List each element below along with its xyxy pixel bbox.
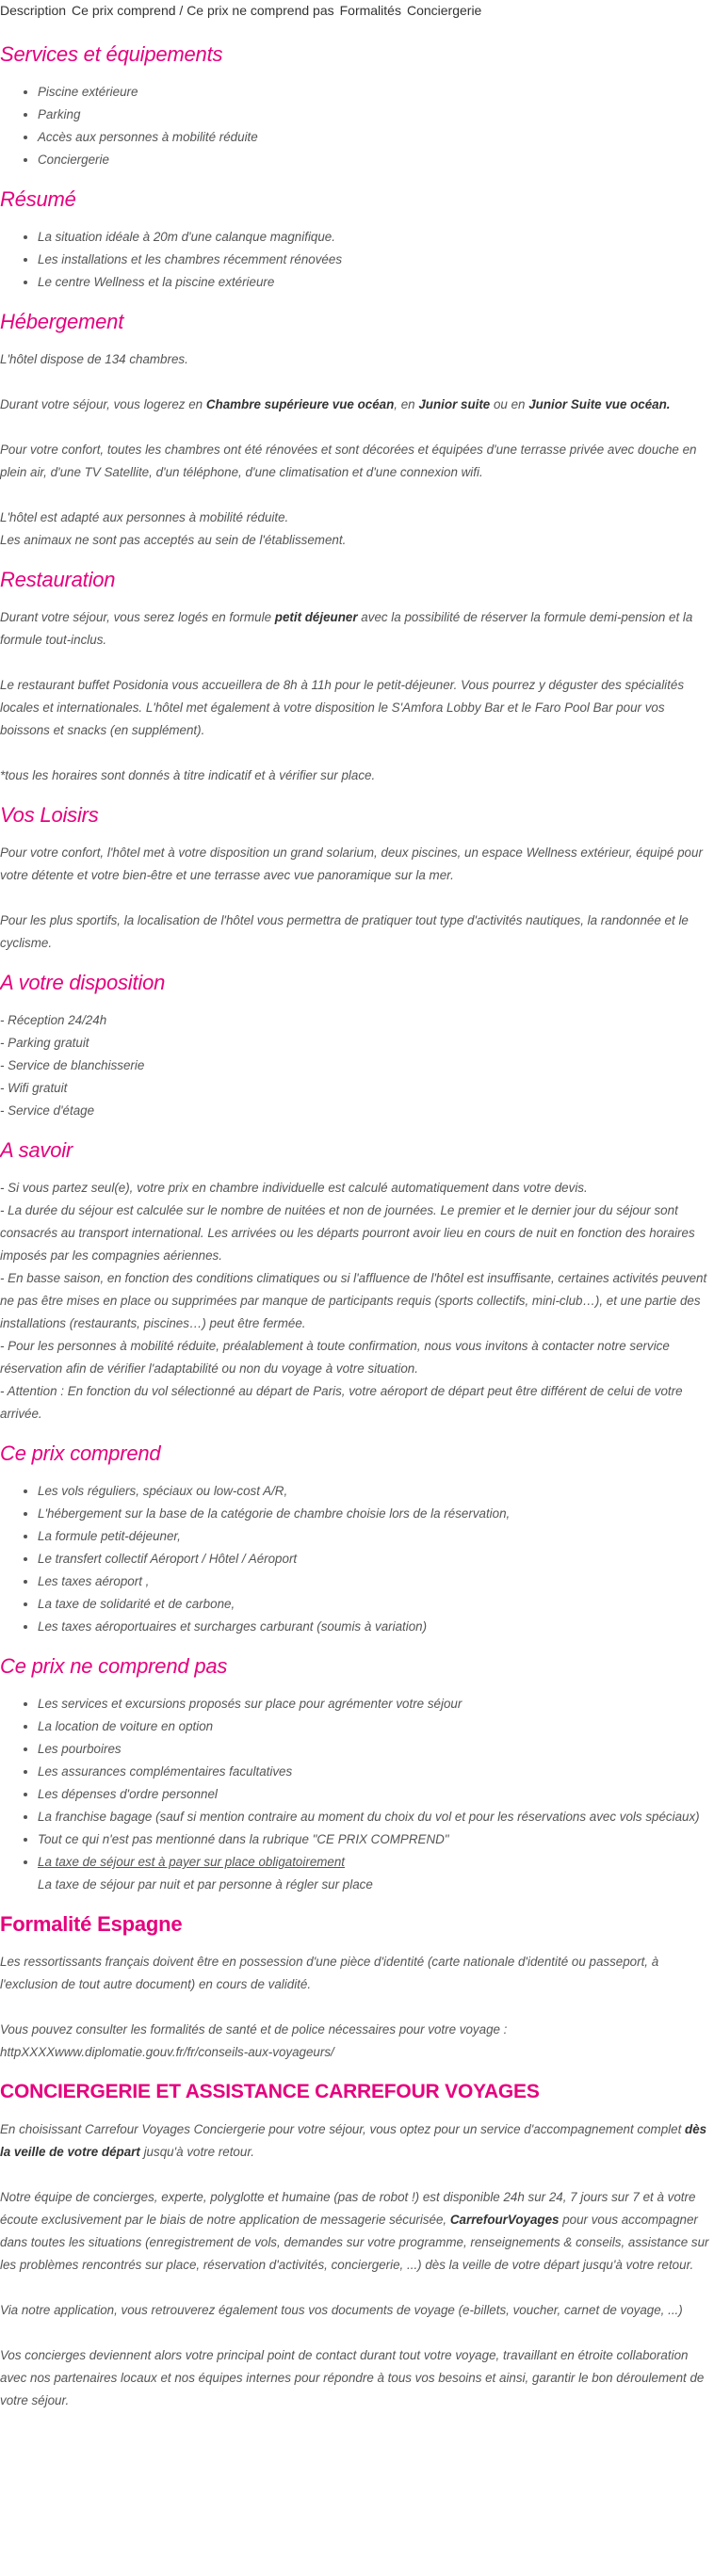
list-item: • Les pourboires (38, 1738, 714, 1761)
list-item: • Les vols réguliers, spéciaux ou low-cost A/R, (38, 1480, 714, 1503)
services-list (0, 81, 714, 171)
asavoir-section (0, 1137, 714, 1425)
list-item: • Les taxes aéroport , (38, 1570, 714, 1593)
resume-title: Résumé (0, 187, 76, 211)
hebergement-text: L'hôtel est adapté aux personnes à mobilité réduite. (0, 510, 289, 524)
hebergement-text: Pour votre confort, toutes les chambres ont été rénovées et sont décorées et équipées d'une terrasse privée avec douche en plein air, d'une TV Satellite, d'un téléphone, d'une climatisation et d'une connexion wifi. (0, 443, 697, 479)
disposition-item: - Service de blanchisserie (0, 1058, 145, 1072)
formalite-url: httpXXXXwww.diplomatie.gouv.fr/fr/conseils-aux-voyageurs/ (0, 2045, 334, 2059)
loisirs-text: Pour les plus sportifs, la localisation de l'hôtel vous permettra de pratiquer tout type d'activités nautiques, la randonnée et le cyclisme. (0, 913, 689, 950)
disposition-title: A votre disposition (0, 971, 166, 994)
list-item: • Les installations et les chambres récemment rénovées (38, 249, 714, 271)
necomprend-title: Ce prix ne comprend pas (0, 1654, 228, 1678)
asavoir-title: A savoir (0, 1138, 73, 1162)
tab-bar (0, 0, 714, 21)
resume-list (0, 226, 714, 294)
list-item: • Accès aux personnes à mobilité réduite (38, 126, 714, 149)
list-item: • La taxe de solidarité et de carbone, (38, 1593, 714, 1616)
necomprend-section (0, 1653, 714, 1896)
taxe-sejour-note: La taxe de séjour par nuit et par personne à régler sur place (38, 1877, 373, 1892)
conciergerie-text: Via notre application, vous retrouverez également tous vos documents de voyage (e-billets, voucher, carnet de voyage, ...) (0, 2303, 683, 2317)
loisirs-section (0, 802, 714, 955)
formalite-text: Vous pouvez consulter les formalités de santé et de police nécessaires pour votre voyage : (0, 2022, 508, 2037)
disposition-item: - Wifi gratuit (0, 1081, 68, 1095)
list-item: • La situation idéale à 20m d'une calanque magnifique. (38, 226, 714, 249)
asavoir-item: - Si vous partez seul(e), votre prix en chambre individuelle est calculé automatiquement dans votre devis. (0, 1181, 588, 1195)
conciergerie-text: En choisissant Carrefour Voyages Conciergerie pour votre séjour, vous optez pour un service d'accompagnement complet dès la veille de votre départ jusqu'à votre retour. (0, 2122, 707, 2159)
hebergement-section (0, 309, 714, 552)
asavoir-item: - La durée du séjour est calculée sur le nombre de nuitées et non de journées. Le premier et le dernier jour du séjour sont consacrés au transport international. Les arrivées ou les départs pourront avoir lieu en cours de nuit en fonction des horaires imposés par les compagnies aériennes. (0, 1203, 695, 1263)
formalite-text: Les ressortissants français doivent être en possession d'une pièce d'identité (carte nationale d'identité ou passeport, à l'exclusion de tout autre document) en cours de validité. (0, 1955, 659, 1991)
restauration-text: Le restaurant buffet Posidonia vous accueillera de 8h à 11h pour le petit-déjeuner. Vous pourrez y déguster des spécialités locales et internationales. L'hôtel met également à votre disposition le S'Amfora Lobby Bar et le Faro Pool Bar pour vos boissons et snacks (en supplément). (0, 678, 685, 737)
list-item: • Piscine extérieure (38, 81, 714, 104)
disposition-item: - Parking gratuit (0, 1036, 89, 1050)
services-title: Services et équipements (0, 42, 223, 66)
asavoir-item: - Pour les personnes à mobilité réduite, préalablement à toute confirmation, nous vous invitons à contacter notre service réservation afin de vérifier l'adaptabilité ou non du voyage à votre situation. (0, 1339, 670, 1376)
list-item: • La location de voiture en option (38, 1715, 714, 1738)
restauration-text: *tous les horaires sont donnés à titre indicatif et à vérifier sur place. (0, 768, 376, 782)
hebergement-title: Hébergement (0, 310, 124, 333)
list-item: • Les dépenses d'ordre personnel (38, 1783, 714, 1806)
hebergement-text: Les animaux ne sont pas acceptés au sein de l'établissement. (0, 533, 347, 547)
hebergement-text: L'hôtel dispose de 134 chambres. (0, 352, 188, 366)
list-item: • Les services et excursions proposés sur place pour agrémenter votre séjour (38, 1693, 714, 1715)
list-item: • Tout ce qui n'est pas mentionné dans la rubrique "CE PRIX COMPREND" (38, 1828, 714, 1851)
tab-formalites[interactable]: Formalités (339, 3, 401, 18)
list-item: • Le centre Wellness et la piscine extérieure (38, 271, 714, 294)
tab-prix[interactable]: Ce prix comprend / Ce prix ne comprend pas (72, 3, 334, 18)
taxe-sejour-link[interactable]: La taxe de séjour est à payer sur place obligatoirement (38, 1855, 346, 1869)
restauration-text: Durant votre séjour, vous serez logés en formule petit déjeuner avec la possibilité de réserver la formule demi-pension et la formule tout-inclus. (0, 610, 693, 647)
conciergerie-text: Notre équipe de concierges, experte, polyglotte et humaine (pas de robot !) est disponible 24h sur 24, 7 jours sur 7 et à votre écoute exclusivement par le biais de notre application de messagerie sécurisée, CarrefourVoyages pour vous accompagner dans toutes les situations (enregistrement de vols, demandes sur votre programme, renseignements & conseils, assistance sur les problèmes rencontrés sur place, réservation d'activités, conciergerie, ...) dès la veille de votre départ jusqu'à votre retour. (0, 2190, 709, 2272)
necomprend-list (0, 1693, 714, 1896)
comprend-section (0, 1441, 714, 1638)
conciergerie-section (0, 2079, 714, 2412)
list-item: • L'hébergement sur la base de la catégorie de chambre choisie lors de la réservation, (38, 1503, 714, 1525)
restauration-title: Restauration (0, 568, 116, 591)
resume-section (0, 186, 714, 294)
list-item: • La formule petit-déjeuner, (38, 1525, 714, 1548)
conciergerie-title: CONCIERGERIE ET ASSISTANCE CARREFOUR VOYAGES (0, 2081, 540, 2102)
list-item (38, 1851, 714, 1896)
list-item: • La franchise bagage (sauf si mention contraire au moment du choix du vol et pour les réservations avec vols spéciaux) (38, 1806, 714, 1828)
asavoir-item: - Attention : En fonction du vol sélectionné au départ de Paris, votre aéroport de départ peut être différent de celui de votre arrivée. (0, 1384, 683, 1421)
disposition-item: - Service d'étage (0, 1103, 95, 1118)
loisirs-text: Pour votre confort, l'hôtel met à votre disposition un grand solarium, deux piscines, un espace Wellness extérieur, équipé pour votre détente et votre bien-être et une terrasse avec vue panoramique sur la mer. (0, 845, 703, 882)
list-item: • Parking (38, 104, 714, 126)
restauration-section (0, 567, 714, 787)
tab-conciergerie[interactable]: Conciergerie (406, 3, 482, 18)
list-item: • Les assurances complémentaires facultatives (38, 1761, 714, 1783)
formalite-section (0, 1911, 714, 2064)
formalite-title: Formalité Espagne (0, 1912, 183, 1936)
hebergement-rooms: Durant votre séjour, vous logerez en Chambre supérieure vue océan, en Junior suite ou en Junior Suite vue océan. (0, 397, 671, 411)
loisirs-title: Vos Loisirs (0, 803, 99, 827)
comprend-list (0, 1480, 714, 1638)
list-item: • Les taxes aéroportuaires et surcharges carburant (soumis à variation) (38, 1616, 714, 1638)
asavoir-item: - En basse saison, en fonction des conditions climatiques ou si l'affluence de l'hôtel est insuffisante, certaines activités peuvent ne pas être mises en place ou supprimées par manque de participants requis (sports collectifs, mini-club…), et une partie des installations (restaurants, piscines…) peut être fermée. (0, 1271, 707, 1330)
services-section (0, 41, 714, 171)
comprend-title: Ce prix comprend (0, 1441, 161, 1465)
list-item: • Conciergerie (38, 149, 714, 171)
tab-description[interactable]: Description (0, 3, 67, 18)
disposition-item: - Réception 24/24h (0, 1013, 107, 1027)
list-item: • Le transfert collectif Aéroport / Hôtel / Aéroport (38, 1548, 714, 1570)
disposition-section (0, 970, 714, 1122)
conciergerie-text: Vos concierges deviennent alors votre principal point de contact durant tout votre voyage, travaillant en étroite collaboration avec nos partenaires locaux et nos équipes internes pour répondre à tous vos besoins et ainsi, garantir le bon déroulement de votre séjour. (0, 2348, 705, 2407)
